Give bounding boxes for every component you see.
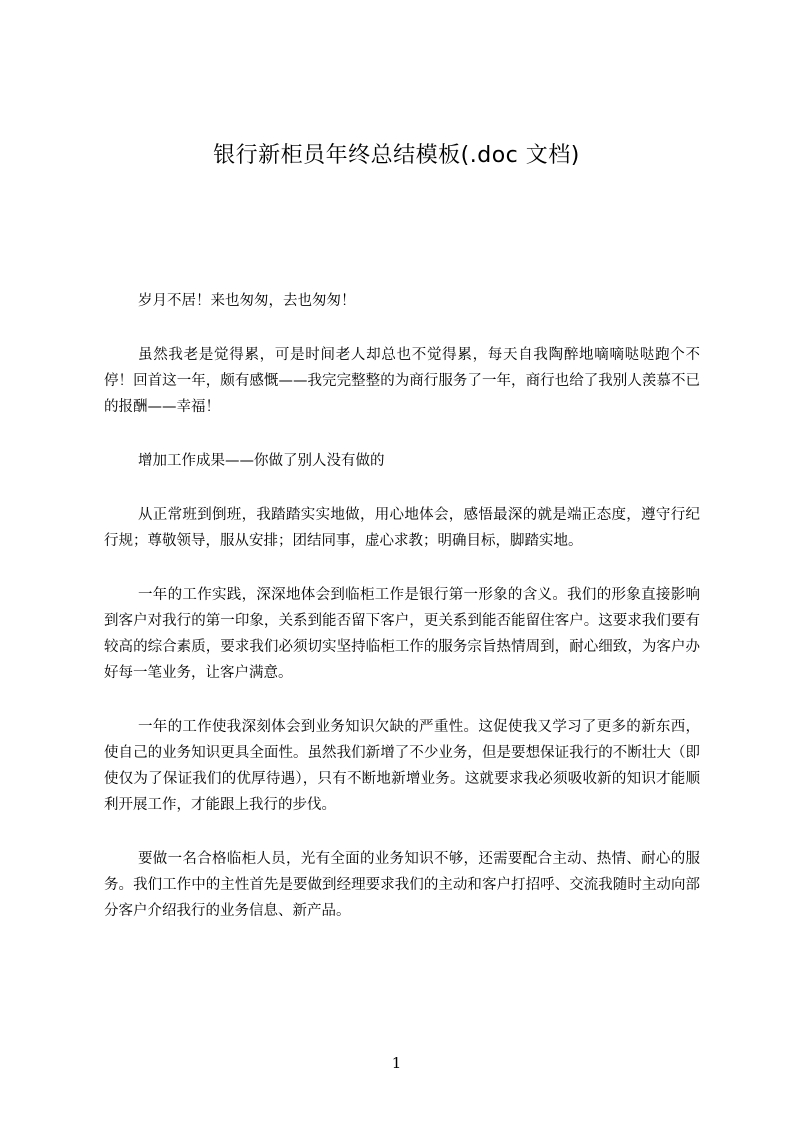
document-title: 银行新柜员年终总结模板(.doc 文档)	[213, 143, 580, 168]
paragraph-6: 要做一名合格临柜人员，光有全面的业务知识不够，还需要配合主动、热情、耐心的服务。我们工作中的主性首先是要做到经理要求我们的主动和客户打招呼、交流我随时主动向部分客户介绍我行的业务信息、新产品。	[104, 851, 700, 919]
paragraph-3: 从正常班到倒班，我踏踏实实地做，用心地体会，感悟最深的就是端正态度，遵守行纪行规；尊敬领导，服从安排；团结同事，虚心求教；明确目标，脚踏实地。	[104, 507, 700, 549]
document-body	[104, 288, 700, 952]
page-number: 1	[391, 1054, 402, 1072]
paragraph-2: 虽然我老是觉得累，可是时间老人却总也不觉得累，每天自我陶醉地嘀嘀哒哒跑个不停！回首这一年，颇有感慨——我完完整整的为商行服务了一年，商行也给了我别人羡慕不已的报酬——幸福！	[104, 347, 700, 415]
paragraph-4: 一年的工作实践，深深地体会到临柜工作是银行第一形象的含义。我们的形象直接影响到客户对我行的第一印象，关系到能否留下客户，更关系到能否能留住客户。这要求我们要有较高的综合素质，要求我们必须切实坚持临柜工作的服务宗旨热情周到，耐心细致，为客户办好每一笔业务，让客户满意。	[104, 587, 700, 681]
paragraph-1: 岁月不居！来也匆匆，去也匆匆！	[138, 293, 356, 309]
paragraph-5: 一年的工作使我深刻体会到业务知识欠缺的严重性。这促使我又学习了更多的新东西，使自己的业务知识更具全面性。虽然我们新增了不少业务，但是要想保证我行的不断壮大（即使仅为了保证我们的优厚待遇），只有不断地新增业务。这就要求我必须吸收新的知识才能顺利开展工作，才能跟上我行的步伐。	[104, 719, 700, 813]
section-heading: 增加工作成果——你做了别人没有做的	[138, 453, 385, 469]
